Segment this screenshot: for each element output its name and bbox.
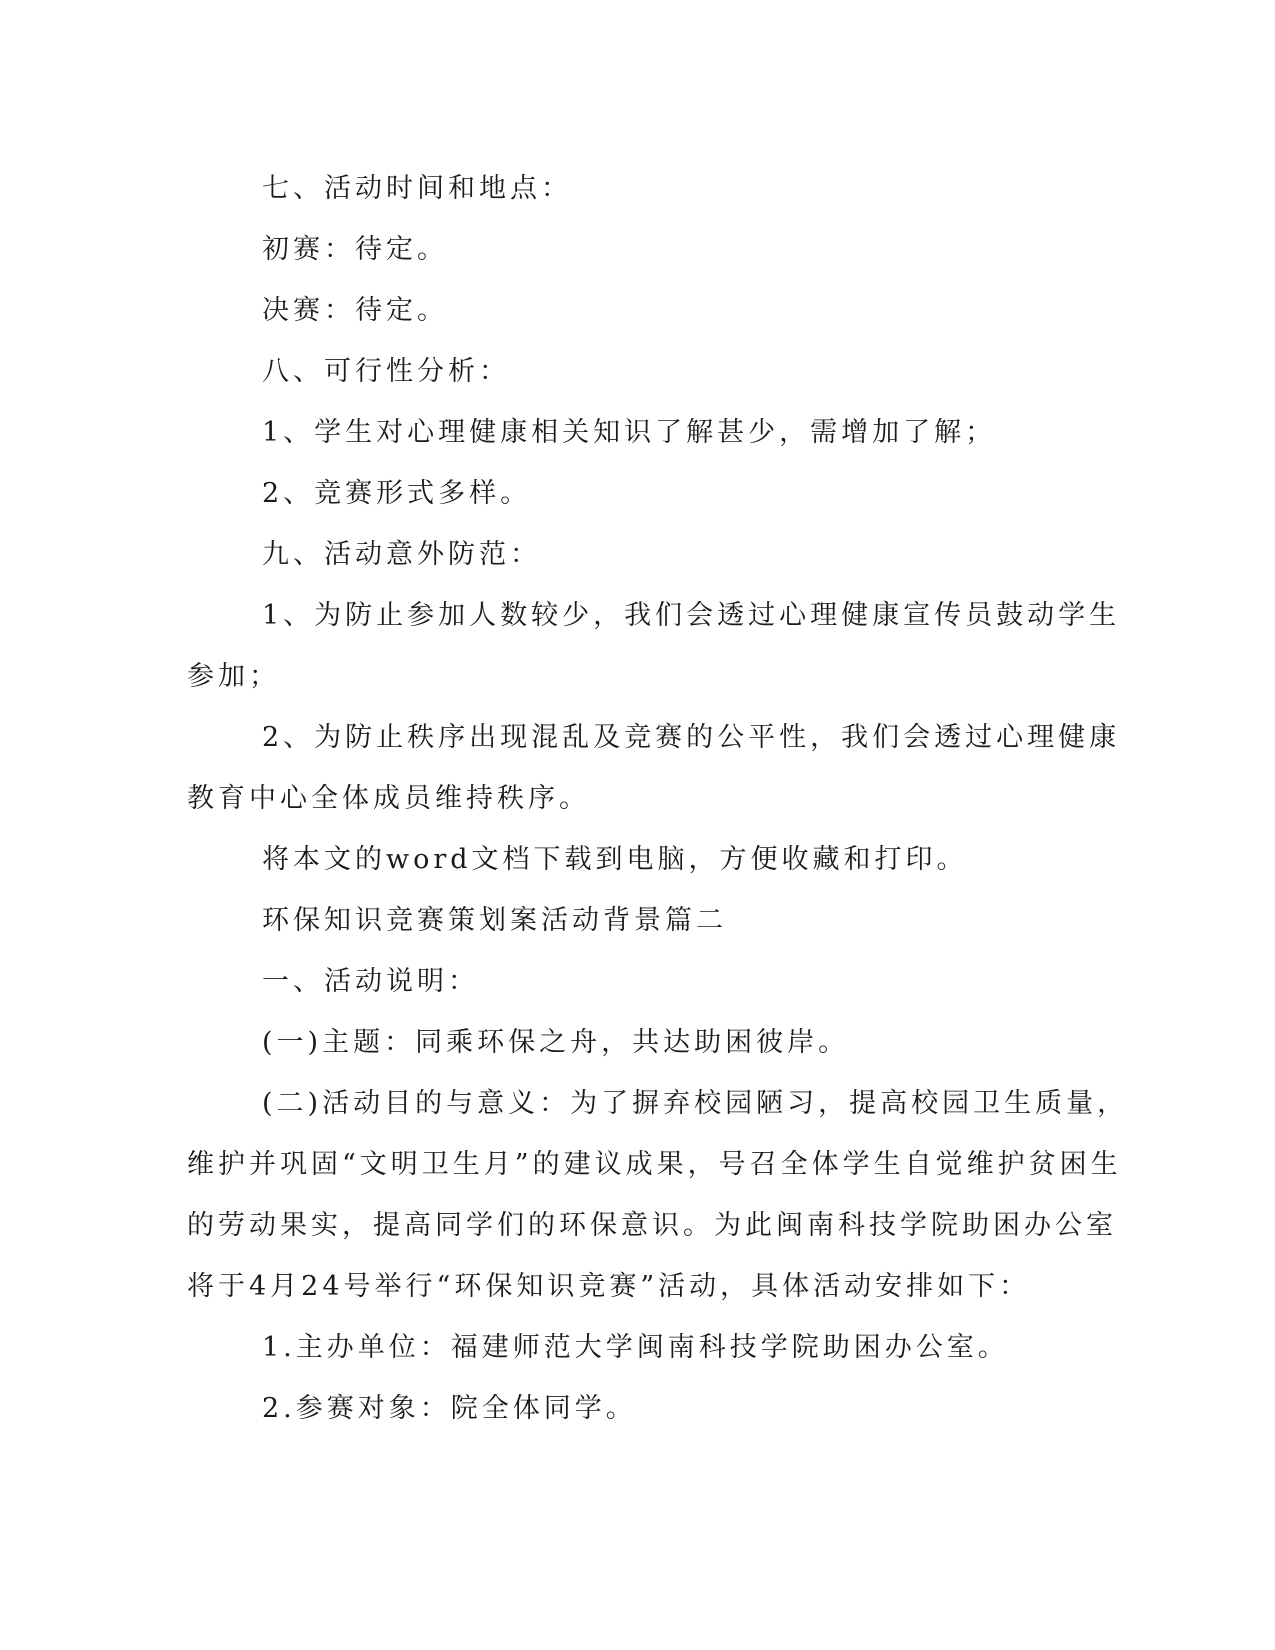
- organizer-line: 1.主办单位：福建师范大学闽南科技学院助困办公室。: [262, 1332, 1009, 1363]
- feasibility-item-1: 1、学生对心理健康相关知识了解甚少，需增加了解；: [262, 417, 997, 448]
- section-heading-precautions: 九、活动意外防范：: [262, 539, 541, 570]
- download-note: 将本文的word文档下载到电脑，方便收藏和打印。: [262, 844, 968, 875]
- precaution-item-1-continued: 参加；: [187, 661, 280, 692]
- theme-line: (一)主题：同乘环保之舟，共达助困彼岸。: [262, 1027, 850, 1058]
- preliminary-round-line: 初赛：待定。: [262, 234, 448, 265]
- precaution-item-1: 1、为防止参加人数较少，我们会透过心理健康宣传员鼓动学生: [262, 600, 1121, 631]
- purpose-paragraph-line-4: 将于4月24号举行“环保知识竞赛”活动，具体活动安排如下：: [187, 1271, 1031, 1302]
- precaution-item-2-continued: 教育中心全体成员维持秩序。: [187, 783, 590, 814]
- participants-line: 2.参赛对象：院全体同学。: [262, 1393, 637, 1424]
- precaution-item-2: 2、为防止秩序出现混乱及竞赛的公平性，我们会透过心理健康: [262, 722, 1121, 753]
- purpose-paragraph-line-2: 维护并巩固“文明卫生月”的建议成果，号召全体学生自觉维护贫困生: [187, 1149, 1122, 1180]
- final-round-line: 决赛：待定。: [262, 295, 448, 326]
- feasibility-item-2: 2、竞赛形式多样。: [262, 478, 532, 509]
- purpose-paragraph-line-3: 的劳动果实，提高同学们的环保意识。为此闽南科技学院助困办公室: [187, 1210, 1117, 1241]
- section-heading-time-place: 七、活动时间和地点：: [262, 173, 572, 204]
- article-2-title: 环保知识竞赛策划案活动背景篇二: [262, 905, 727, 936]
- section-heading-feasibility: 八、可行性分析：: [262, 356, 510, 387]
- purpose-paragraph-line-1: (二)活动目的与意义：为了摒弃校园陋习，提高校园卫生质量，: [262, 1088, 1129, 1119]
- section-heading-activity-description: 一、活动说明：: [262, 966, 479, 997]
